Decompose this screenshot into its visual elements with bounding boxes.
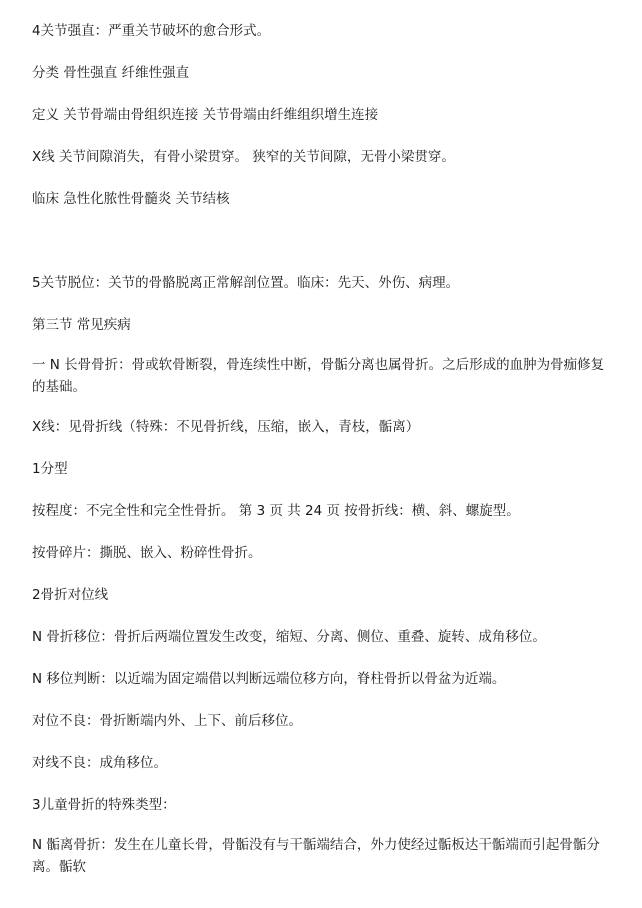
text-line: 4关节强直：严重关节破坏的愈合形式。: [32, 23, 271, 39]
text-line: 对线不良：成角移位。: [32, 755, 167, 771]
text-line: 5关节脱位：关节的骨骼脱离正常解剖位置。临床：先天、外伤、病理。: [32, 275, 460, 291]
text-paragraph: 一 N 长骨骨折：骨或软骨断裂，骨连续性中断，骨骺分离也属骨折。之后形成的血肿为骨痂修复的基础。: [32, 357, 605, 395]
text-line: 临床 急性化脓性骨髓炎 关节结核: [32, 191, 230, 207]
section-heading: 第三节 常见疾病: [32, 317, 131, 333]
text-line: 1分型: [32, 461, 68, 477]
text-line: N 骨折移位：骨折后两端位置发生改变，缩短、分离、侧位、重叠、旋转、成角移位。: [32, 629, 546, 645]
text-line: 按骨碎片：撕脱、嵌入、粉碎性骨折。: [32, 545, 262, 561]
text-paragraph: N 骺离骨折：发生在儿童长骨，骨骺没有与干骺端结合，外力使经过骺板达干骺端而引起骨骺分离。骺软: [32, 837, 600, 875]
text-line: 分类 骨性强直 纤维性强直: [32, 65, 190, 81]
text-line: 按程度：不完全性和完全性骨折。 第 3 页 共 24 页 按骨折线：横、斜、螺旋型。: [32, 503, 520, 519]
text-line: X线 关节间隙消失，有骨小梁贯穿。 狭窄的关节间隙，无骨小梁贯穿。: [32, 149, 455, 165]
text-line: 定义 关节骨端由骨组织连接 关节骨端由纤维组织增生连接: [32, 107, 379, 123]
text-line: 2骨折对位线: [32, 587, 109, 603]
text-line: 3儿童骨折的特殊类型：: [32, 797, 176, 813]
text-line: N 移位判断：以近端为固定端借以判断远端位移方向，脊柱骨折以骨盆为近端。: [32, 671, 506, 687]
text-line: 对位不良：骨折断端内外、上下、前后移位。: [32, 713, 302, 729]
text-line: X线：见骨折线（特殊：不见骨折线，压缩，嵌入，青枝，骺离）: [32, 419, 420, 435]
